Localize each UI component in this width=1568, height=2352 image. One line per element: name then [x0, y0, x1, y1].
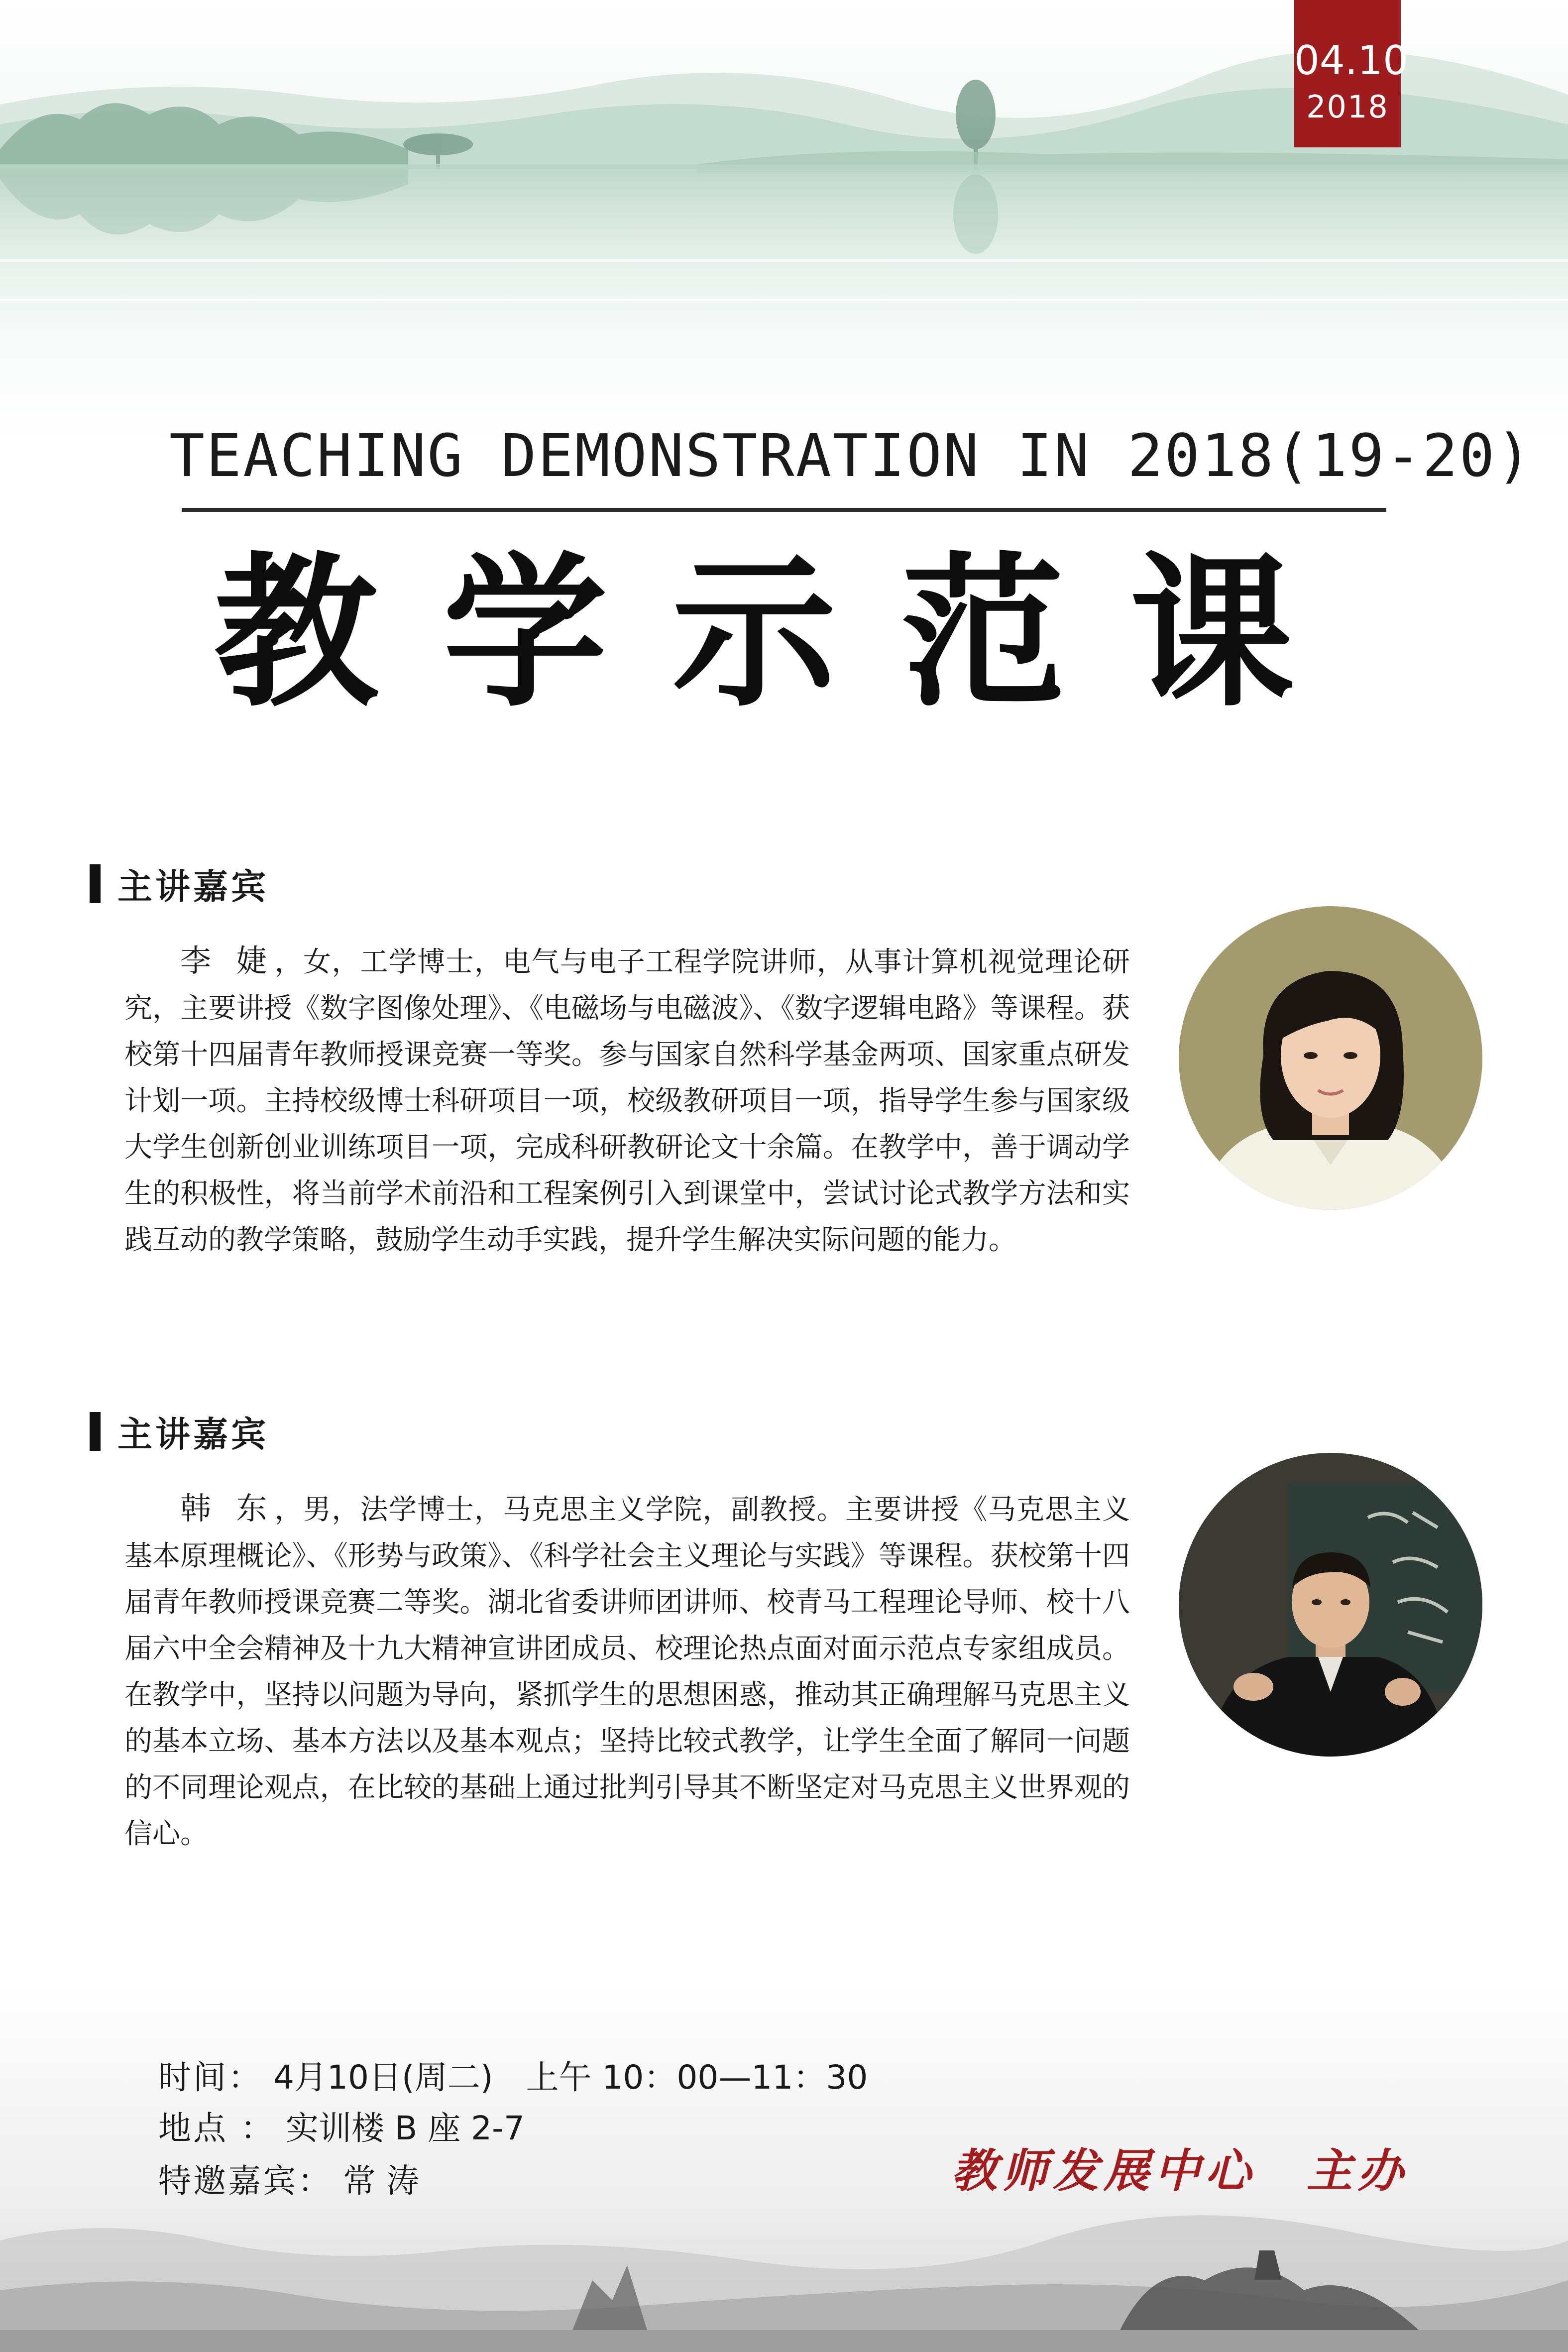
date-badge-day: 04.10	[1294, 37, 1409, 84]
section-bar-icon	[90, 1412, 101, 1451]
event-place-label: 地点 ：	[158, 2109, 275, 2147]
title-divider	[182, 508, 1386, 512]
speaker-2-portrait	[1179, 1453, 1482, 1757]
speaker-1-section-heading	[90, 861, 269, 906]
speaker-1-bio	[124, 938, 1130, 1263]
section-bar-icon	[90, 864, 101, 903]
section-label: 主讲嘉宾	[117, 1413, 269, 1455]
section-label: 主讲嘉宾	[117, 866, 269, 907]
date-badge	[1294, 0, 1409, 147]
event-guest-value: 常 涛	[342, 2162, 419, 2200]
speaker-2-bio-text: ，男，法学博士，马克思主义学院，副教授。主要讲授《马克思主义基本原理概论》、《形势与政策》、《科学社会主义理论与实践》等课程。获校第十四届青年教师授课竞赛二等奖。湖北省委讲师团讲师、校青马工程理论导师、校十八届六中全会精神及十九大精神宣讲团成员、校理论热点面对面示范点专家组成员。在教学中，坚持以问题为导向，紧抓学生的思想困惑，推动其正确理解马克思主义的基本立场、基本方法以及基本观点；坚持比较式教学，让学生全面了解同一问题的不同理论观点，在比较的基础上通过批判引导其不断坚定对马克思主义世界观的信心。	[124, 1494, 1130, 1850]
organizer-signature: 教师发展中心 主办	[951, 2144, 1408, 2198]
speaker-2-section-heading	[90, 1409, 269, 1454]
english-title: TEACHING DEMONSTRATION IN 2018(19-20)	[169, 421, 1533, 490]
event-time	[158, 2055, 868, 2100]
speaker-1-portrait	[1179, 906, 1482, 1210]
chinese-title: 教学示范课	[214, 536, 1359, 729]
speaker-2-name: 韩 东	[180, 1490, 275, 1527]
event-guest-label: 特邀嘉宾：	[158, 2162, 333, 2200]
speaker-1-name: 李 婕	[180, 942, 275, 979]
date-badge-year: 2018	[1306, 89, 1389, 125]
event-guest	[158, 2159, 419, 2204]
speaker-1-bio-text: ，女，工学博士，电气与电子工程学院讲师，从事计算机视觉理论研究，主要讲授《数字图像处理》、《电磁场与电磁波》、《数字逻辑电路》等课程。获校第十四届青年教师授课竞赛一等奖。参与国家自然科学基金两项、国家重点研发计划一项。主持校级博士科研项目一项，校级教研项目一项，指导学生参与国家级大学生创新创业训练项目一项，完成科研教研论文十余篇。在教学中，善于调动学生的积极性，将当前学术前沿和工程案例引入到课堂中，尝试讨论式教学方法和实践互动的教学策略，鼓励学生动手实践，提升学生解决实际问题的能力。	[124, 946, 1130, 1256]
event-time-value: 4月10日(周二) 上午 10：00—11：30	[273, 2058, 868, 2097]
event-time-label: 时间：	[158, 2058, 263, 2097]
event-place	[158, 2106, 525, 2151]
event-place-value: 实训楼 B 座 2-7	[285, 2109, 525, 2147]
speaker-2-bio	[124, 1485, 1130, 1857]
